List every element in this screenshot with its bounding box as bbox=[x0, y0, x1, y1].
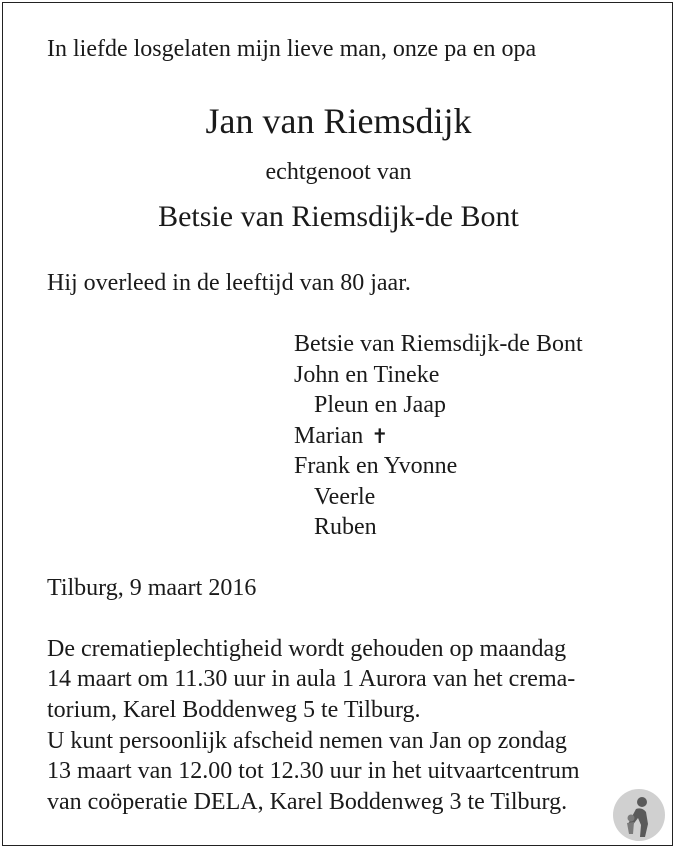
deceased-name: Jan van Riemsdijk bbox=[205, 101, 472, 141]
intro-text: In liefde losgelaten mijn lieve man, onze pa en opa bbox=[47, 36, 537, 62]
family-member: John en Tineke bbox=[294, 362, 440, 388]
family-member: Pleun en Jaap bbox=[314, 392, 446, 418]
ceremony-line: van coöperatie DELA, Karel Boddenweg 3 te Tilburg. bbox=[47, 789, 568, 815]
ceremony-line: 13 maart van 12.00 tot 12.30 uur in het uitvaartcentrum bbox=[47, 758, 580, 784]
family-member: Veerle bbox=[314, 484, 376, 510]
family-member-deceased bbox=[294, 421, 388, 452]
ceremony-line: torium, Karel Boddenweg 5 te Tilburg. bbox=[47, 697, 421, 723]
family-member: Ruben bbox=[314, 514, 377, 540]
relation-text: echtgenoot van bbox=[265, 159, 412, 185]
watermark-logo-icon bbox=[612, 788, 666, 842]
family-member: Betsie van Riemsdijk-de Bont bbox=[294, 331, 583, 357]
cross-icon: ✝ bbox=[371, 426, 389, 448]
ceremony-line: U kunt persoonlijk afscheid nemen van Jan op zondag bbox=[47, 728, 567, 754]
age-text: Hij overleed in de leeftijd van 80 jaar. bbox=[47, 270, 411, 296]
family-member: Frank en Yvonne bbox=[294, 453, 458, 479]
place-date: Tilburg, 9 maart 2016 bbox=[47, 575, 257, 601]
family-member-name: Marian bbox=[294, 423, 364, 449]
spouse-name: Betsie van Riemsdijk-de Bont bbox=[158, 200, 519, 233]
ceremony-line: De crematieplechtigheid wordt gehouden op maandag bbox=[47, 636, 567, 662]
ceremony-line: 14 maart om 11.30 uur in aula 1 Aurora van het crema- bbox=[47, 666, 576, 692]
